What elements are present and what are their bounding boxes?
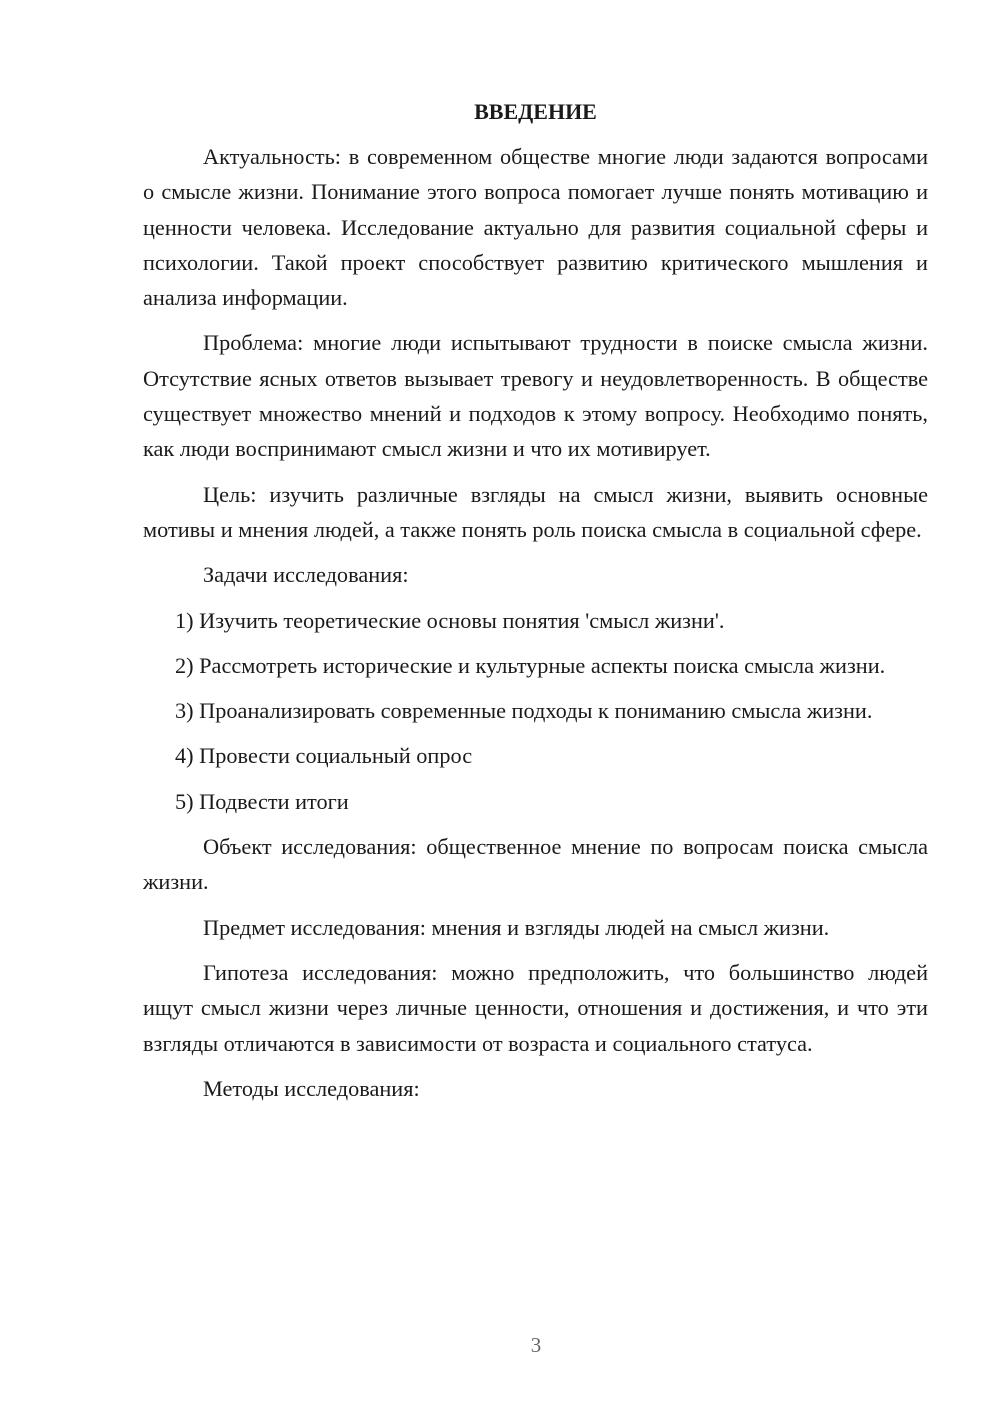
page-number: 3 [530,1333,542,1357]
task-item-4: 4) Провести социальный опрос [175,743,473,769]
paragraph-object: Объект исследования: общественное мнение по вопросам поиска смысла жизни. [143,834,928,895]
task-item-1: 1) Изучить теоретические основы понятия 'смысл жизни'. [175,607,725,633]
methods-heading: Методы исследования: [203,1075,420,1101]
tasks-heading: Задачи исследования: [203,562,409,588]
paragraph-goal: Цель: изучить различные взгляды на смысл жизни, выявить основные мотивы и мнения людей, а также понять роль поиска смысла в социальной сфере. [143,481,928,542]
task-item-2: 2) Рассмотреть исторические и культурные аспекты поиска смысла жизни. [175,652,886,678]
section-title: ВВЕДЕНИЕ [474,99,597,124]
task-item-5: 5) Подвести итоги [175,788,349,814]
task-item-3: 3) Проанализировать современные подходы к пониманию смысла жизни. [175,698,873,724]
paragraph-problem: Проблема: многие люди испытывают трудности в поиске смысла жизни. Отсутствие ясных ответов вызывает тревогу и неудовлетворенность. В обществе существует множество мнений и подходов к этому вопросу. Необходимо понять, как люди воспринимают смысл жизни и что их мотивирует. [143,330,928,462]
paragraph-relevance: Актуальность: в современном обществе многие люди задаются вопросами о смысле жизни. Понимание этого вопроса помогает лучше понять мотивацию и ценности человека. Исследование актуально для развития социальной сферы и психологии. Такой проект способствует развитию критического мышления и анализа информации. [143,144,928,311]
paragraph-subject: Предмет исследования: мнения и взгляды людей на смысл жизни. [203,914,830,940]
paragraph-hypothesis: Гипотеза исследования: можно предположить, что большинство людей ищут смысл жизни через личные ценности, отношения и достижения, и что эти взгляды отличаются в зависимости от возраста и социального статуса. [143,959,928,1056]
page-content [143,94,928,1116]
